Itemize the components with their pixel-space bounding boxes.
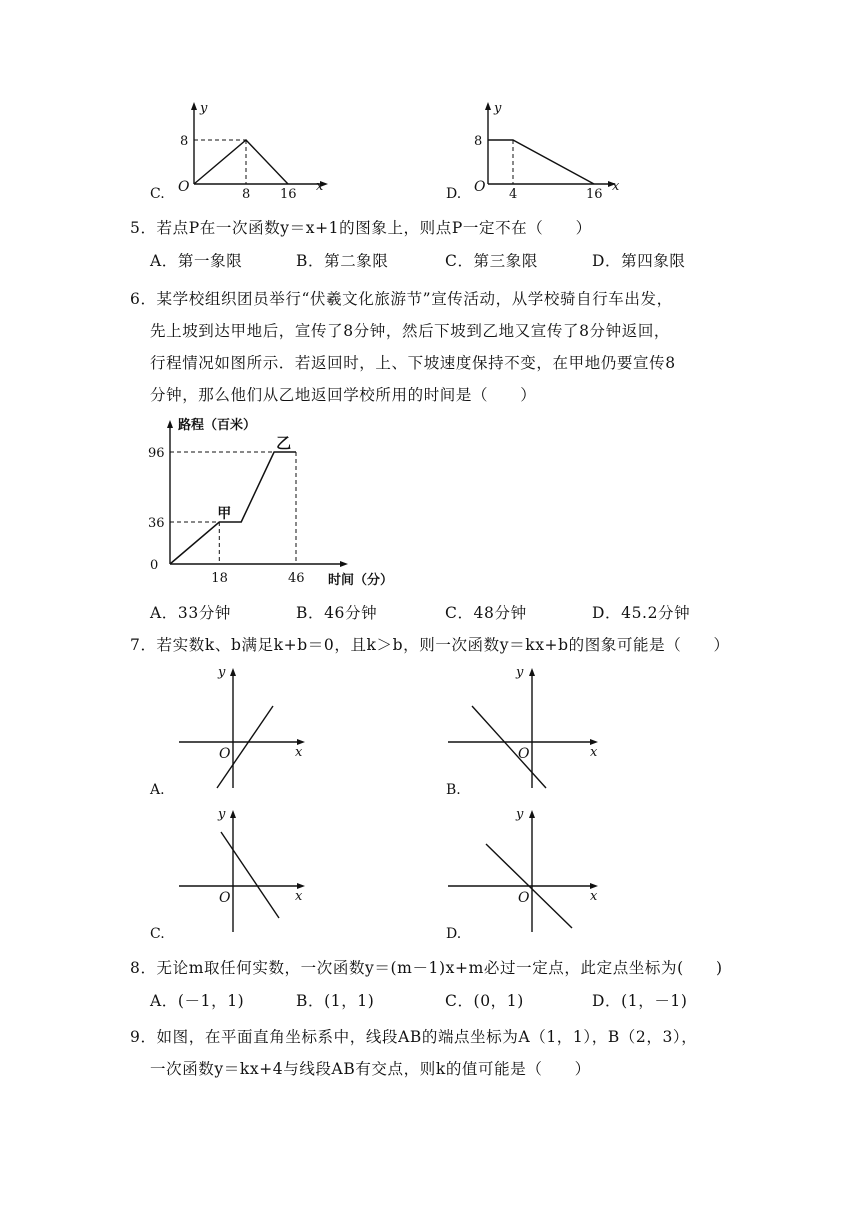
q6-option-b: B．46分钟 bbox=[296, 604, 378, 622]
q4-graph-c bbox=[170, 98, 340, 202]
q7c-origin: O bbox=[219, 890, 231, 906]
x-tick-label-18: 18 bbox=[211, 571, 228, 586]
q8-option-a: A．(－1，1) bbox=[150, 992, 245, 1010]
q8-option-c: C．(0，1) bbox=[445, 992, 524, 1010]
y-tick-label-96: 96 bbox=[148, 446, 165, 461]
origin-tick-label: 0 bbox=[150, 558, 159, 573]
q6-option-c: C．48分钟 bbox=[445, 604, 527, 622]
q7d-origin: O bbox=[518, 890, 530, 906]
q7b-x-label: x bbox=[590, 745, 598, 760]
q7-option-b-label: B. bbox=[446, 782, 461, 798]
y-axis-arrow bbox=[167, 420, 173, 428]
q4-graph-d bbox=[466, 98, 636, 202]
q4-option-d-label: D. bbox=[446, 186, 462, 202]
x-axis-arrow bbox=[340, 561, 348, 567]
q6-line-3: 行程情况如图所示．若返回时，上、下坡速度保持不变，在甲地仍要宣传8 bbox=[150, 354, 676, 372]
q4d-origin: O bbox=[474, 179, 486, 195]
q7d-x-label: x bbox=[590, 889, 598, 904]
q4c-y-tick: 8 bbox=[180, 134, 189, 149]
q7a-x-label: x bbox=[295, 745, 303, 760]
q5-option-c: C．第三象限 bbox=[445, 252, 538, 270]
q6-option-d: D．45.2分钟 bbox=[592, 604, 691, 622]
q6-line-4: 分钟，那么他们从乙地返回学校所用的时间是（ ） bbox=[150, 386, 537, 404]
q7b-origin: O bbox=[518, 746, 530, 762]
q7-option-d-label: D. bbox=[446, 926, 462, 942]
q9-line-1: 9．如图，在平面直角坐标系中，线段AB的端点坐标为A（1，1），B（2，3）， bbox=[130, 1028, 698, 1046]
x-tick-label-46: 46 bbox=[288, 571, 305, 586]
y-tick-label-36: 36 bbox=[148, 516, 165, 531]
q8-option-d: D．(1，－1) bbox=[592, 992, 688, 1010]
q7a-origin: O bbox=[219, 746, 231, 762]
q4d-y-label: y bbox=[494, 101, 502, 116]
q7-graph-b bbox=[444, 662, 604, 792]
q7c-x-label: x bbox=[295, 889, 303, 904]
distance-series-line bbox=[170, 452, 296, 564]
q4c-x-label: x bbox=[316, 179, 324, 194]
q6-line-1: 6．某学校组织团员举行“伏羲文化旅游节”宣传活动，从学校骑自行车出发， bbox=[130, 290, 673, 308]
q4c-y-label: y bbox=[200, 101, 208, 116]
y-axis-title: 路程（百米） bbox=[178, 418, 257, 433]
q4c-x-tick-1: 8 bbox=[242, 187, 251, 202]
point-label-yi: 乙 bbox=[276, 434, 292, 452]
q7-option-c-label: C. bbox=[150, 926, 165, 942]
q6-option-a: A．33分钟 bbox=[150, 604, 232, 622]
q7-graph-c bbox=[175, 804, 315, 934]
q6-distance-time-chart bbox=[140, 412, 420, 592]
q4c-origin: O bbox=[178, 179, 190, 195]
q4d-x-tick-2: 16 bbox=[586, 187, 603, 202]
point-label-jia: 甲 bbox=[217, 506, 232, 522]
q7-option-a-label: A. bbox=[150, 782, 165, 798]
q4d-x-label: x bbox=[612, 179, 620, 194]
q7-graph-d bbox=[444, 804, 604, 934]
q4d-x-tick-1: 4 bbox=[509, 187, 518, 202]
q6-line-2: 先上坡到达甲地后，宣传了8分钟，然后下坡到乙地又宣传了8分钟返回， bbox=[150, 322, 671, 340]
q7d-y-label: y bbox=[516, 807, 524, 822]
q5-option-a: A．第一象限 bbox=[150, 252, 243, 270]
q8-stem: 8．无论m取任何实数，一次函数y＝(m－1)x+m必过一定点，此定点坐标为( ) bbox=[130, 959, 723, 977]
q4d-y-tick: 8 bbox=[474, 134, 483, 149]
q5-stem: 5．若点P在一次函数y＝x+1的图象上，则点P一定不在（ ） bbox=[130, 219, 592, 237]
q7a-y-label: y bbox=[218, 665, 226, 680]
q8-option-b: B．(1，1) bbox=[296, 992, 375, 1010]
x-axis-title: 时间（分） bbox=[328, 573, 394, 588]
q5-option-d: D．第四象限 bbox=[592, 252, 686, 270]
q9-line-2: 一次函数y＝kx+4与线段AB有交点，则k的值可能是（ ） bbox=[150, 1060, 591, 1078]
q5-option-b: B．第二象限 bbox=[296, 252, 389, 270]
q7-stem: 7．若实数k、b满足k+b＝0，且k＞b，则一次函数y＝kx+b的图象可能是（ ） bbox=[130, 636, 730, 654]
q4c-x-tick-2: 16 bbox=[280, 187, 297, 202]
q7-graph-a bbox=[175, 662, 315, 792]
q7c-y-label: y bbox=[218, 807, 226, 822]
q4-option-c-label: C. bbox=[150, 186, 165, 202]
q7b-y-label: y bbox=[516, 665, 524, 680]
